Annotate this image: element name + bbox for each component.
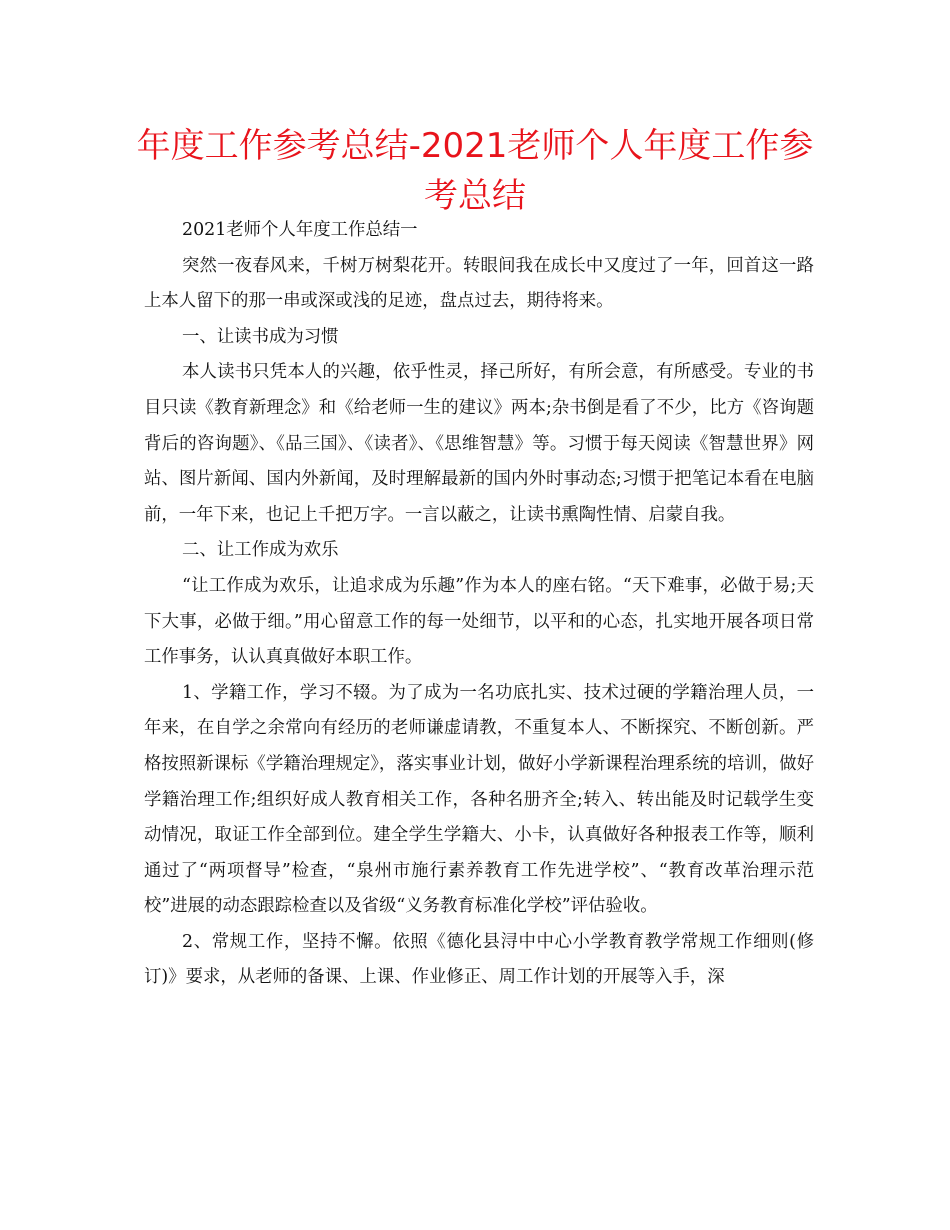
paragraph-routine-work: 2、常规工作，坚持不懈。依照《德化县浔中中心小学教育教学常规工作细则(修订)》要求，从老师的备课、上课、作业修正、周工作计划的开展等入手，深 [144,931,814,988]
paragraph-reading: 本人读书只凭本人的兴趣，依乎性灵，择己所好，有所会意，有所感受。专业的书目只读《教育新理念》和《给老师一生的建议》两本;杂书倒是看了不少，比方《咨询题背后的咨询题》、《品三国》、《读者》、《思维智慧》等。习惯于每天阅读《智慧世界》网站、图片新闻、国内外新闻，及时理解最新的国内外时事动态;习惯于把笔记本看在电脑前，一年下来，也记上千把万字。一言以蔽之，让读书熏陶性情、启蒙自我。 [144,362,814,525]
paragraph-subtitle: 2021老师个人年度工作总结一 [182,220,418,240]
section-heading-work: 二、让工作成为欢乐 [182,540,339,561]
document-body [144,213,814,996]
document-title: 年度工作参考总结-2021老师个人年度工作参考总结 [136,126,814,216]
paragraph-intro: 突然一夜春风来，千树万树梨花开。转眼间我在成长中又度过了一年，回首这一路上本人留下的那一串或深或浅的足迹，盘点过去，期待将来。 [144,255,814,312]
paragraph-student-records: 1、学籍工作，学习不辍。为了成为一名功底扎实、技术过硬的学籍治理人员，一年来，在自学之余常向有经历的老师谦虚请教，不重复本人、不断探究、不断创新。严格按照新课标《学籍治理规定》，落实事业计划，做好小学新课程治理系统的培训，做好学籍治理工作;组织好成人教育相关工作，各种名册齐全;转入、转出能及时记载学生变动情况，取证工作全部到位。建全学生学籍大、小卡，认真做好各种报表工作等，顺利通过了“两项督导”检查，“泉州市施行素养教育工作先进学校”、“教育改革治理示范校”进展的动态跟踪检查以及省级“义务教育标准化学校”评估验收。 [144,682,814,917]
paragraph-work-motto: “让工作成为欢乐，让追求成为乐趣”作为本人的座右铭。“天下难事，必做于易;天下大事，必做于细。”用心留意工作的每一处细节，以平和的心态，扎实地开展各项日常工作事务，认认真真做好本职工作。 [144,575,814,668]
section-heading-reading: 一、让读书成为习惯 [182,326,339,347]
